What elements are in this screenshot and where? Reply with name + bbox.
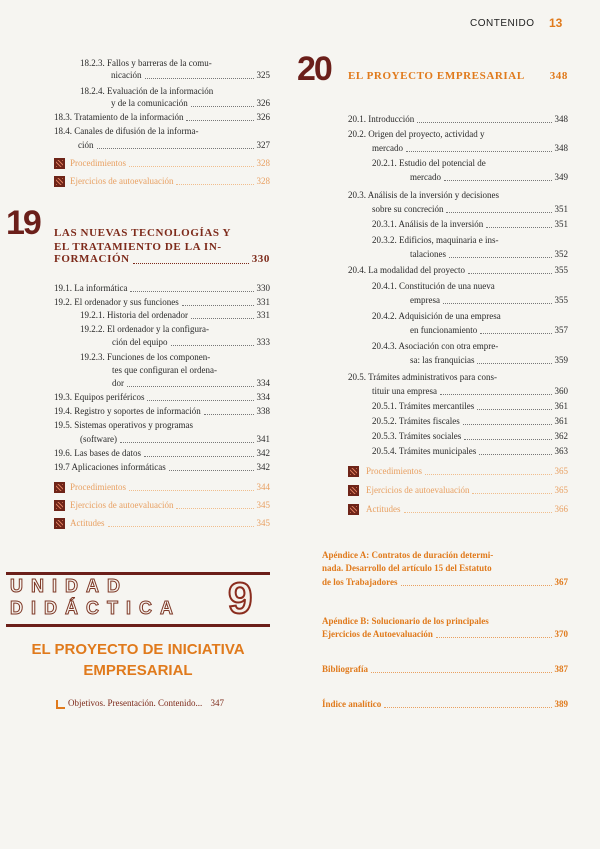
chapter-19-title-line-1[interactable]: LAS NUEVAS TECNOLOGÍAS Y: [54, 227, 232, 239]
toc-entry-18-2-4-cont[interactable]: y de la comunicación 326: [111, 98, 270, 108]
toc-entry-20-4-2[interactable]: 20.4.2. Adquisición de una empresa: [372, 311, 501, 321]
toc-entry-20-2[interactable]: 20.2. Origen del proyecto, actividad y: [348, 129, 485, 139]
toc-entry-20-4-3-cont[interactable]: sa: las franquicias 359: [410, 355, 568, 365]
toc-entry-18-2-3-cont[interactable]: nicación 325: [111, 70, 270, 80]
toc-entry-18-2-3[interactable]: 18.2.3. Fallos y barreras de la comu-: [80, 58, 212, 68]
toc-entry-20-1[interactable]: 20.1. Introducción 348: [348, 114, 568, 124]
unidad-title-line-2: EMPRESARIAL: [83, 662, 193, 679]
objectives-entry[interactable]: Objetivos. Presentación. Contenido... 347: [68, 698, 224, 708]
ejercicios-icon: [54, 500, 65, 511]
running-header-label: CONTENIDO: [470, 18, 535, 29]
toc-entry-19-7[interactable]: 19.7 Aplicaciones informáticas 342: [54, 462, 270, 472]
toc-entry-20-3-2-cont[interactable]: talaciones 352: [410, 249, 568, 259]
toc-entry-20-5-2[interactable]: 20.5.2. Trámites fiscales 361: [372, 416, 568, 426]
toc-extra-actitudes-20[interactable]: Actitudes 366: [366, 504, 568, 514]
chapter-20-title[interactable]: EL PROYECTO EMPRESARIAL 348: [348, 70, 568, 82]
toc-entry-20-3-2[interactable]: 20.3.2. Edificios, maquinaria e ins-: [372, 235, 499, 245]
toc-entry-19-2-3-cont2[interactable]: tes que configuran el ordena-: [112, 365, 217, 375]
toc-entry-20-5-cont[interactable]: tituir una empresa 360: [372, 386, 568, 396]
actitudes-icon: [54, 518, 65, 529]
didactica-label: DIDÁCTICA: [10, 598, 181, 618]
procedimientos-icon: [54, 482, 65, 493]
toc-entry-18-4-cont[interactable]: ción 327: [78, 140, 270, 150]
appendix-a-line-1[interactable]: Apéndice A: Contratos de duración determi-: [322, 550, 494, 560]
chapter-19-title-line-2[interactable]: EL TRATAMIENTO DE LA IN-: [54, 241, 222, 253]
toc-entry-19-3[interactable]: 19.3. Equipos periféricos 334: [54, 392, 270, 402]
toc-entry-19-4[interactable]: 19.4. Registro y soportes de información 338: [54, 406, 270, 416]
toc-extra-ejercicios-20[interactable]: Ejercicios de autoevaluación 365: [366, 485, 568, 495]
toc-entry-19-2-3[interactable]: 19.2.3. Funciones de los componen-: [80, 352, 211, 362]
toc-entry-19-2-1[interactable]: 19.2.1. Historia del ordenador 331: [80, 310, 270, 320]
toc-entry-18-3[interactable]: 18.3. Tratamiento de la información 326: [54, 112, 270, 122]
procedimientos-icon: [54, 158, 65, 169]
appendix-b-line-2[interactable]: Ejercicios de Autoevaluación 370: [322, 629, 568, 639]
actitudes-icon: [348, 504, 359, 515]
bibliografia-entry[interactable]: Bibliografía 387: [322, 664, 568, 674]
toc-entry-20-5-1[interactable]: 20.5.1. Trámites mercantiles 361: [372, 401, 568, 411]
toc-entry-20-2-1[interactable]: 20.2.1. Estudio del potencial de: [372, 158, 486, 168]
toc-entry-20-3-cont[interactable]: sobre su concreción 351: [372, 204, 568, 214]
toc-extra-procedimientos-18[interactable]: Procedimientos 328: [70, 158, 270, 168]
toc-entry-19-5-cont[interactable]: (software) 341: [80, 434, 270, 444]
toc-entry-19-6[interactable]: 19.6. Las bases de datos 342: [54, 448, 270, 458]
toc-entry-20-5-3[interactable]: 20.5.3. Trámites sociales 362: [372, 431, 568, 441]
toc-entry-20-4-3[interactable]: 20.4.3. Asociación con otra empre-: [372, 341, 499, 351]
toc-entry-20-4-1[interactable]: 20.4.1. Constitución de una nueva: [372, 281, 495, 291]
toc-extra-procedimientos-19[interactable]: Procedimientos 344: [70, 482, 270, 492]
toc-entry-19-2[interactable]: 19.2. El ordenador y sus funciones 331: [54, 297, 270, 307]
unidad-title-line-1: EL PROYECTO DE INICIATIVA: [31, 641, 245, 658]
toc-entry-20-4[interactable]: 20.4. La modalidad del proyecto 355: [348, 265, 568, 275]
toc-entry-20-2-1-cont[interactable]: mercado 349: [410, 172, 568, 182]
chapter-19-number: 19: [6, 204, 40, 242]
appendix-a-line-3[interactable]: de los Trabajadores 367: [322, 577, 568, 587]
toc-extra-ejercicios-19[interactable]: Ejercicios de autoevaluación 345: [70, 500, 270, 510]
toc-entry-19-1[interactable]: 19.1. La informática 330: [54, 283, 270, 293]
toc-entry-20-4-1-cont[interactable]: empresa 355: [410, 295, 568, 305]
toc-entry-20-3[interactable]: 20.3. Análisis de la inversión y decisiones: [348, 190, 499, 200]
toc-entry-20-5[interactable]: 20.5. Trámites administrativos para cons-: [348, 372, 497, 382]
toc-extra-ejercicios-18[interactable]: Ejercicios de autoevaluación 328: [70, 176, 270, 186]
toc-entry-18-2-4[interactable]: 18.2.4. Evaluación de la información: [80, 86, 214, 96]
toc-entry-19-2-3-cont[interactable]: dor 334: [112, 378, 270, 388]
toc-entry-19-2-2-cont[interactable]: ción del equipo 333: [112, 337, 270, 347]
ejercicios-icon: [54, 176, 65, 187]
toc-entry-20-5-4[interactable]: 20.5.4. Trámites municipales 363: [372, 446, 568, 456]
toc-entry-20-2-cont[interactable]: mercado 348: [372, 143, 568, 153]
banner-bottom-rule: [6, 624, 270, 627]
toc-extra-actitudes-19[interactable]: Actitudes 345: [70, 518, 270, 528]
appendix-b-line-1[interactable]: Apéndice B: Solucionario de los principales: [322, 616, 489, 626]
toc-entry-20-4-2-cont[interactable]: en funcionamiento 357: [410, 325, 568, 335]
indice-analitico-entry[interactable]: Índice analítico 389: [322, 699, 568, 709]
page-number: 13: [549, 16, 563, 30]
toc-extra-procedimientos-20[interactable]: Procedimientos 365: [366, 466, 568, 476]
ejercicios-icon: [348, 485, 359, 496]
toc-entry-20-3-1[interactable]: 20.3.1. Análisis de la inversión 351: [372, 219, 568, 229]
chapter-19-title-line-3[interactable]: FORMACIÓN 330: [54, 253, 270, 265]
toc-entry-18-4[interactable]: 18.4. Canales de difusión de la informa-: [54, 126, 199, 136]
chapter-20-number: 20: [297, 50, 331, 88]
toc-entry-19-2-2[interactable]: 19.2.2. El ordenador y la configura-: [80, 324, 209, 334]
toc-entry-19-5[interactable]: 19.5. Sistemas operativos y programas: [54, 420, 193, 430]
unidad-number: 9: [228, 574, 253, 623]
appendix-a-line-2[interactable]: nada. Desarrollo del artículo 15 del Estatuto: [322, 563, 492, 573]
unidad-label: UNIDAD: [10, 576, 128, 596]
objectives-checkbox-icon: [56, 700, 65, 709]
procedimientos-icon: [348, 466, 359, 477]
